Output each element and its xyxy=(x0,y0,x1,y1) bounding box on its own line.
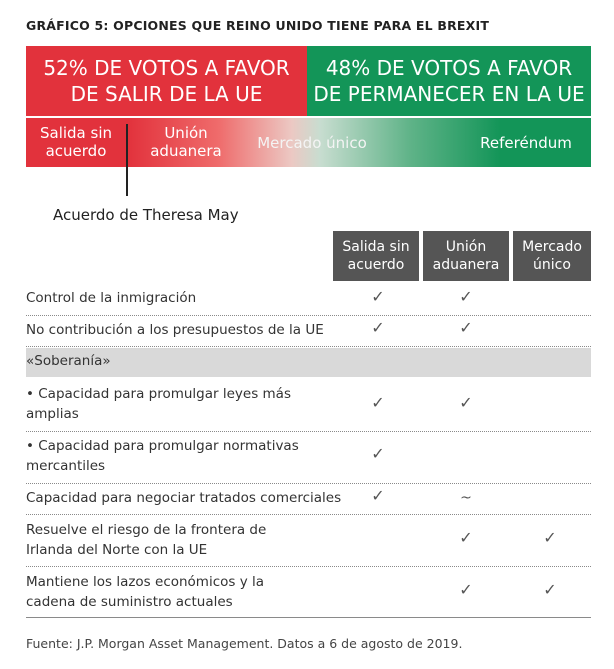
column-header-salida-line-2: acuerdo xyxy=(347,257,405,273)
spectrum-union-line-1: Unión xyxy=(164,124,208,142)
check-presupuestos-union: ✓ xyxy=(459,318,473,337)
theresa-may-marker-line xyxy=(126,124,128,196)
column-header-salida xyxy=(333,231,419,281)
spectrum-label-salida xyxy=(30,124,122,160)
check-lazos-mercado: ✓ xyxy=(543,580,557,599)
row-divider xyxy=(26,431,591,432)
remain-vote-box xyxy=(307,46,591,116)
column-header-mercado xyxy=(513,231,591,281)
check-frontera-union: ✓ xyxy=(459,528,473,547)
row-label-leyes-1: • Capacidad para promulgar leyes más xyxy=(26,386,291,402)
check-normativas-salida: ✓ xyxy=(371,444,385,463)
remain-vote-line-2: DE PERMANECER EN LA UE xyxy=(313,82,585,106)
spectrum-salida-line-1: Salida sin xyxy=(39,124,113,142)
spectrum-label-union xyxy=(140,124,232,160)
check-frontera-mercado: ✓ xyxy=(543,528,557,547)
check-lazos-union: ✓ xyxy=(459,580,473,599)
row-label-normativas-2: mercantiles xyxy=(26,458,106,474)
column-header-salida-line-1: Salida sin xyxy=(342,239,410,255)
row-label-normativas-1: • Capacidad para promulgar normativas xyxy=(26,438,299,454)
row-label-inmigracion: Control de la inmigración xyxy=(26,290,197,306)
row-divider xyxy=(26,566,591,567)
row-divider xyxy=(26,483,591,484)
check-inmigracion-union: ✓ xyxy=(459,287,473,306)
chart-title: GRÁFICO 5: OPCIONES QUE REINO UNIDO TIENE PARA EL BREXIT xyxy=(26,18,490,33)
theresa-may-label: Acuerdo de Theresa May xyxy=(53,206,239,224)
column-header-mercado-line-1: Mercado xyxy=(522,239,582,255)
check-tratados-salida: ✓ xyxy=(371,486,385,505)
soberania-section-label: «Soberanía» xyxy=(26,353,111,369)
row-label-lazos-1: Mantiene los lazos económicos y la xyxy=(26,574,265,590)
column-header-mercado-line-2: único xyxy=(533,257,571,273)
row-label-presupuestos: No contribución a los presupuestos de la UE xyxy=(26,322,324,338)
row-divider xyxy=(26,514,591,515)
leave-vote-line-2: DE SALIR DE LA UE xyxy=(70,82,263,106)
row-label-lazos-2: cadena de suministro actuales xyxy=(26,594,233,610)
check-leyes-salida: ✓ xyxy=(371,393,385,412)
spectrum-label-referendum: Referéndum xyxy=(480,134,572,152)
leave-vote-box xyxy=(26,46,307,116)
row-label-frontera-2: Irlanda del Norte con la UE xyxy=(26,542,208,558)
leave-vote-line-1: 52% DE VOTOS A FAVOR xyxy=(43,56,290,80)
row-label-frontera-1: Resuelve el riesgo de la frontera de xyxy=(26,522,267,538)
spectrum-union-line-2: aduanera xyxy=(150,142,222,160)
check-presupuestos-salida: ✓ xyxy=(371,318,385,337)
row-divider xyxy=(26,346,591,347)
column-header-union xyxy=(423,231,509,281)
table-bottom-rule xyxy=(26,617,591,618)
remain-vote-line-1: 48% DE VOTOS A FAVOR xyxy=(325,56,573,80)
column-header-union-line-2: aduanera xyxy=(432,257,500,273)
column-header-union-line-1: Unión xyxy=(445,239,487,255)
source-note: Fuente: J.P. Morgan Asset Management. Datos a 6 de agosto de 2019. xyxy=(26,636,463,651)
spectrum-label-mercado: Mercado único xyxy=(257,134,367,152)
spectrum-salida-line-2: acuerdo xyxy=(45,142,107,160)
soberania-section-band xyxy=(26,348,591,377)
row-divider xyxy=(26,315,591,316)
check-inmigracion-salida: ✓ xyxy=(371,287,385,306)
row-label-tratados: Capacidad para negociar tratados comerciales xyxy=(26,490,342,506)
row-label-leyes-2: amplias xyxy=(26,406,79,422)
partial-tratados-union: ~ xyxy=(460,490,472,506)
check-leyes-union: ✓ xyxy=(459,393,473,412)
